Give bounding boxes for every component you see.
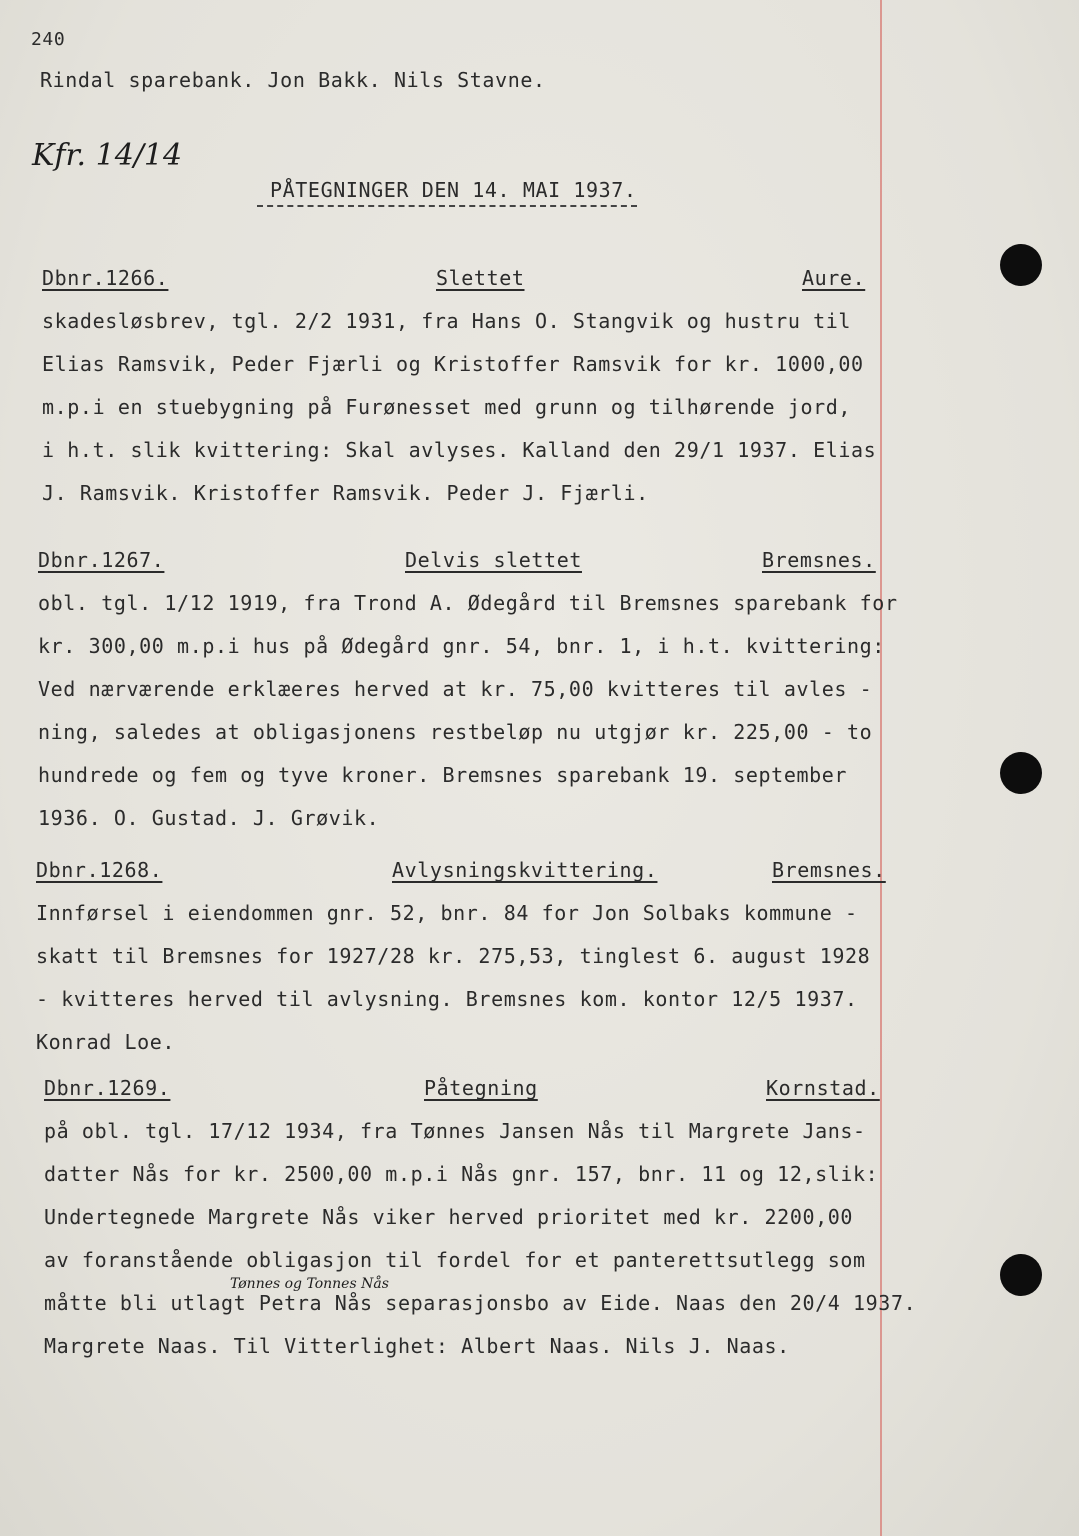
punch-hole: [1000, 244, 1042, 286]
punch-hole: [1000, 752, 1042, 794]
entry-line: 1936. O. Gustad. J. Grøvik.: [38, 806, 380, 830]
entry-place: Aure.: [802, 266, 866, 290]
punch-hole: [1000, 1254, 1042, 1296]
interlinear-note: Tønnes og Tonnes Nås: [230, 1276, 389, 1292]
entry-type: Delvis slettet: [405, 548, 582, 572]
entry-line: Ved nærværende erklæeres herved at kr. 75,00 kvitteres til avles -: [38, 677, 873, 701]
entry-line: av foranstående obligasjon til fordel for et panterettsutlegg som: [44, 1248, 866, 1272]
title-divider: [257, 205, 637, 207]
entry-line: - kvitteres herved til avlysning. Bremsnes kom. kontor 12/5 1937.: [36, 987, 858, 1011]
entry-number: Dbnr.1266.: [42, 266, 169, 290]
entry-line: Margrete Naas. Til Vitterlighet: Albert Naas. Nils J. Naas.: [44, 1334, 790, 1358]
entry-line: skatt til Bremsnes for 1927/28 kr. 275,53, tinglest 6. august 1928: [36, 944, 871, 968]
entry-type: Avlysningskvittering.: [392, 858, 658, 882]
entry-number: Dbnr.1269.: [44, 1076, 171, 1100]
entry-type: Slettet: [436, 266, 525, 290]
entry-place: Bremsnes.: [762, 548, 876, 572]
entry-number: Dbnr.1268.: [36, 858, 163, 882]
entry-line: J. Ramsvik. Kristoffer Ramsvik. Peder J. Fjærli.: [42, 481, 649, 505]
entry-line: måtte bli utlagt Petra Nås separasjonsbo av Eide. Naas den 20/4 1937.: [44, 1291, 917, 1315]
entry-number: Dbnr.1267.: [38, 548, 165, 572]
entry-line: datter Nås for kr. 2500,00 m.p.i Nås gnr. 157, bnr. 11 og 12,slik:: [44, 1162, 879, 1186]
entry-line: m.p.i en stuebygning på Furønesset med grunn og tilhørende jord,: [42, 395, 852, 419]
margin-note: Kfr. 14/14: [32, 138, 183, 173]
entry-line: hundrede og fem og tyve kroner. Bremsnes sparebank 19. september: [38, 763, 848, 787]
entry-line: kr. 300,00 m.p.i hus på Ødegård gnr. 54, bnr. 1, i h.t. kvittering:: [38, 634, 885, 658]
entry-line: på obl. tgl. 17/12 1934, fra Tønnes Jansen Nås til Margrete Jans-: [44, 1119, 866, 1143]
section-title: PÅTEGNINGER DEN 14. MAI 1937.: [270, 178, 637, 202]
header-line: Rindal sparebank. Jon Bakk. Nils Stavne.: [40, 68, 546, 92]
entry-type: Påtegning: [424, 1076, 538, 1100]
entry-line: Undertegnede Margrete Nås viker herved prioritet med kr. 2200,00: [44, 1205, 854, 1229]
entry-line: Konrad Loe.: [36, 1030, 176, 1054]
entry-line: Elias Ramsvik, Peder Fjærli og Kristoffer Ramsvik for kr. 1000,00: [42, 352, 864, 376]
entry-line: Innførsel i eiendommen gnr. 52, bnr. 84 for Jon Solbaks kommune -: [36, 901, 858, 925]
entry-line: skadesløsbrev, tgl. 2/2 1931, fra Hans O. Stangvik og hustru til: [42, 309, 852, 333]
page-number: 240: [31, 29, 66, 50]
entry-line: obl. tgl. 1/12 1919, fra Trond A. Ødegård til Bremsnes sparebank for: [38, 591, 898, 615]
entry-place: Kornstad.: [766, 1076, 880, 1100]
entry-place: Bremsnes.: [772, 858, 886, 882]
entry-line: i h.t. slik kvittering: Skal avlyses. Kalland den 29/1 1937. Elias: [42, 438, 877, 462]
entry-line: ning, saledes at obligasjonens restbeløp nu utgjør kr. 225,00 - to: [38, 720, 873, 744]
